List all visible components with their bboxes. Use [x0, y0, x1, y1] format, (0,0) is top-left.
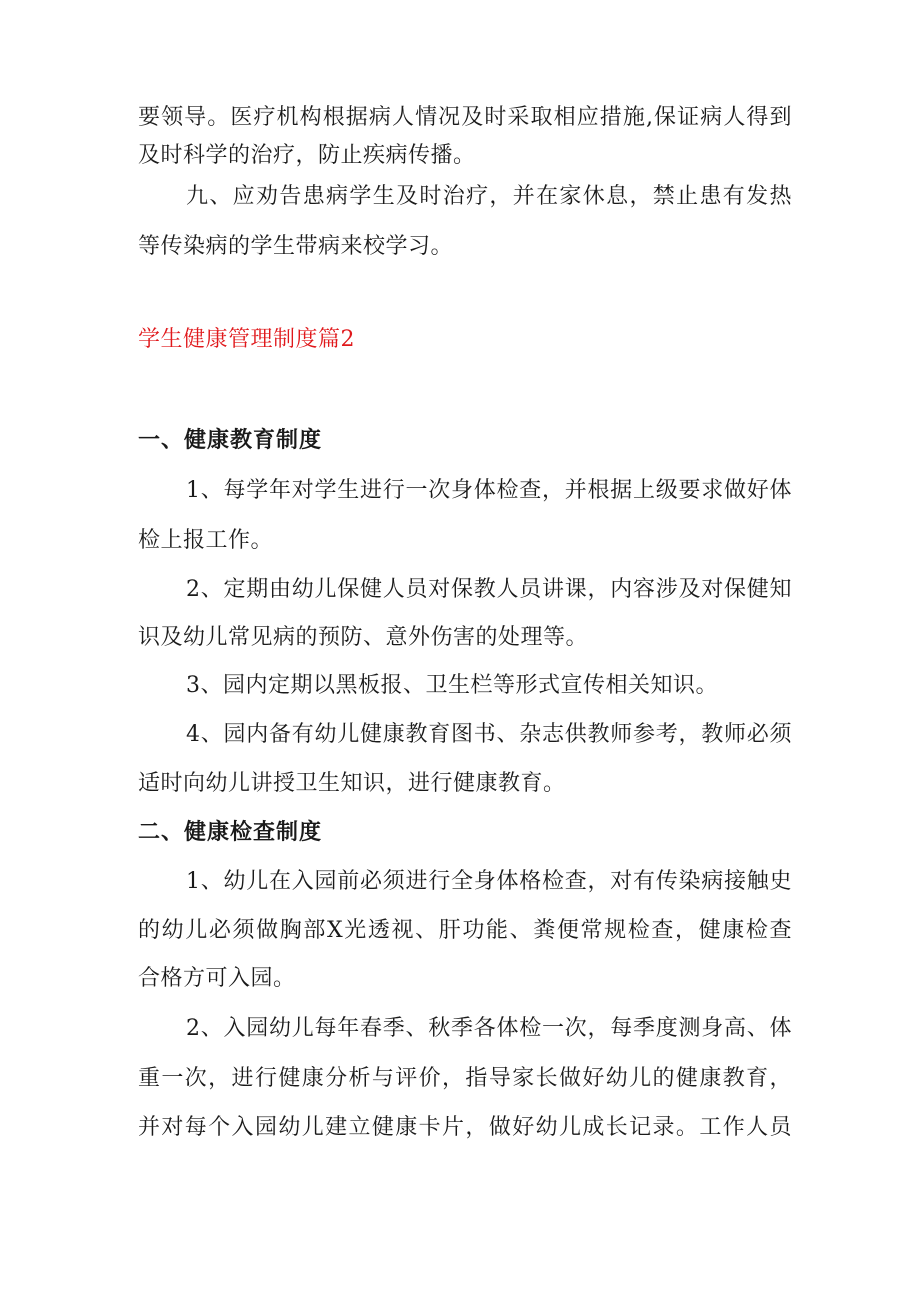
paragraph-line: 及时科学的治疗，防止疾病传播。	[138, 143, 476, 168]
paragraph-line: 重一次，进行健康分析与评价，指导家长做好幼儿的健康教育，	[138, 1066, 792, 1091]
paragraph-line: 1、幼儿在入园前必须进行全身体格检查，对有传染病接触史	[186, 869, 792, 894]
section-heading: 二、健康检查制度	[138, 819, 323, 845]
paragraph-line: 九、应劝告患病学生及时治疗，并在家休息，禁止患有发热	[186, 184, 792, 209]
paragraph-line: 检上报工作。	[138, 528, 274, 553]
paragraph-line: 1、每学年对学生进行一次身体检查，并根据上级要求做好体	[186, 478, 792, 503]
paragraph-line: 2、入园幼儿每年春季、秋季各体检一次，每季度测身高、体	[186, 1016, 792, 1041]
paragraph-line: 的幼儿必须做胸部X光透视、肝功能、粪便常规检查，健康检查	[138, 918, 792, 943]
paragraph-line: 合格方可入园。	[138, 966, 296, 991]
paragraph-line: 要领导。医疗机构根据病人情况及时采取相应措施,保证病人得到	[138, 105, 792, 130]
paragraph-line: 适时向幼儿讲授卫生知识，进行健康教育。	[138, 771, 566, 796]
paragraph-line: 2、定期由幼儿保健人员对保教人员讲课，内容涉及对保健知	[186, 577, 792, 602]
paragraph-line: 3、园内定期以黑板报、卫生栏等形式宣传相关知识。	[186, 673, 718, 698]
section-heading: 一、健康教育制度	[138, 427, 323, 453]
article-title: 学生健康管理制度篇2	[138, 327, 355, 352]
paragraph-line: 4、园内备有幼儿健康教育图书、杂志供教师参考，教师必须	[186, 722, 792, 747]
paragraph-line: 识及幼儿常见病的预防、意外伤害的处理等。	[138, 625, 589, 650]
paragraph-line: 并对每个入园幼儿建立健康卡片，做好幼儿成长记录。工作人员	[138, 1115, 792, 1140]
paragraph-line: 等传染病的学生带病来校学习。	[138, 234, 454, 259]
